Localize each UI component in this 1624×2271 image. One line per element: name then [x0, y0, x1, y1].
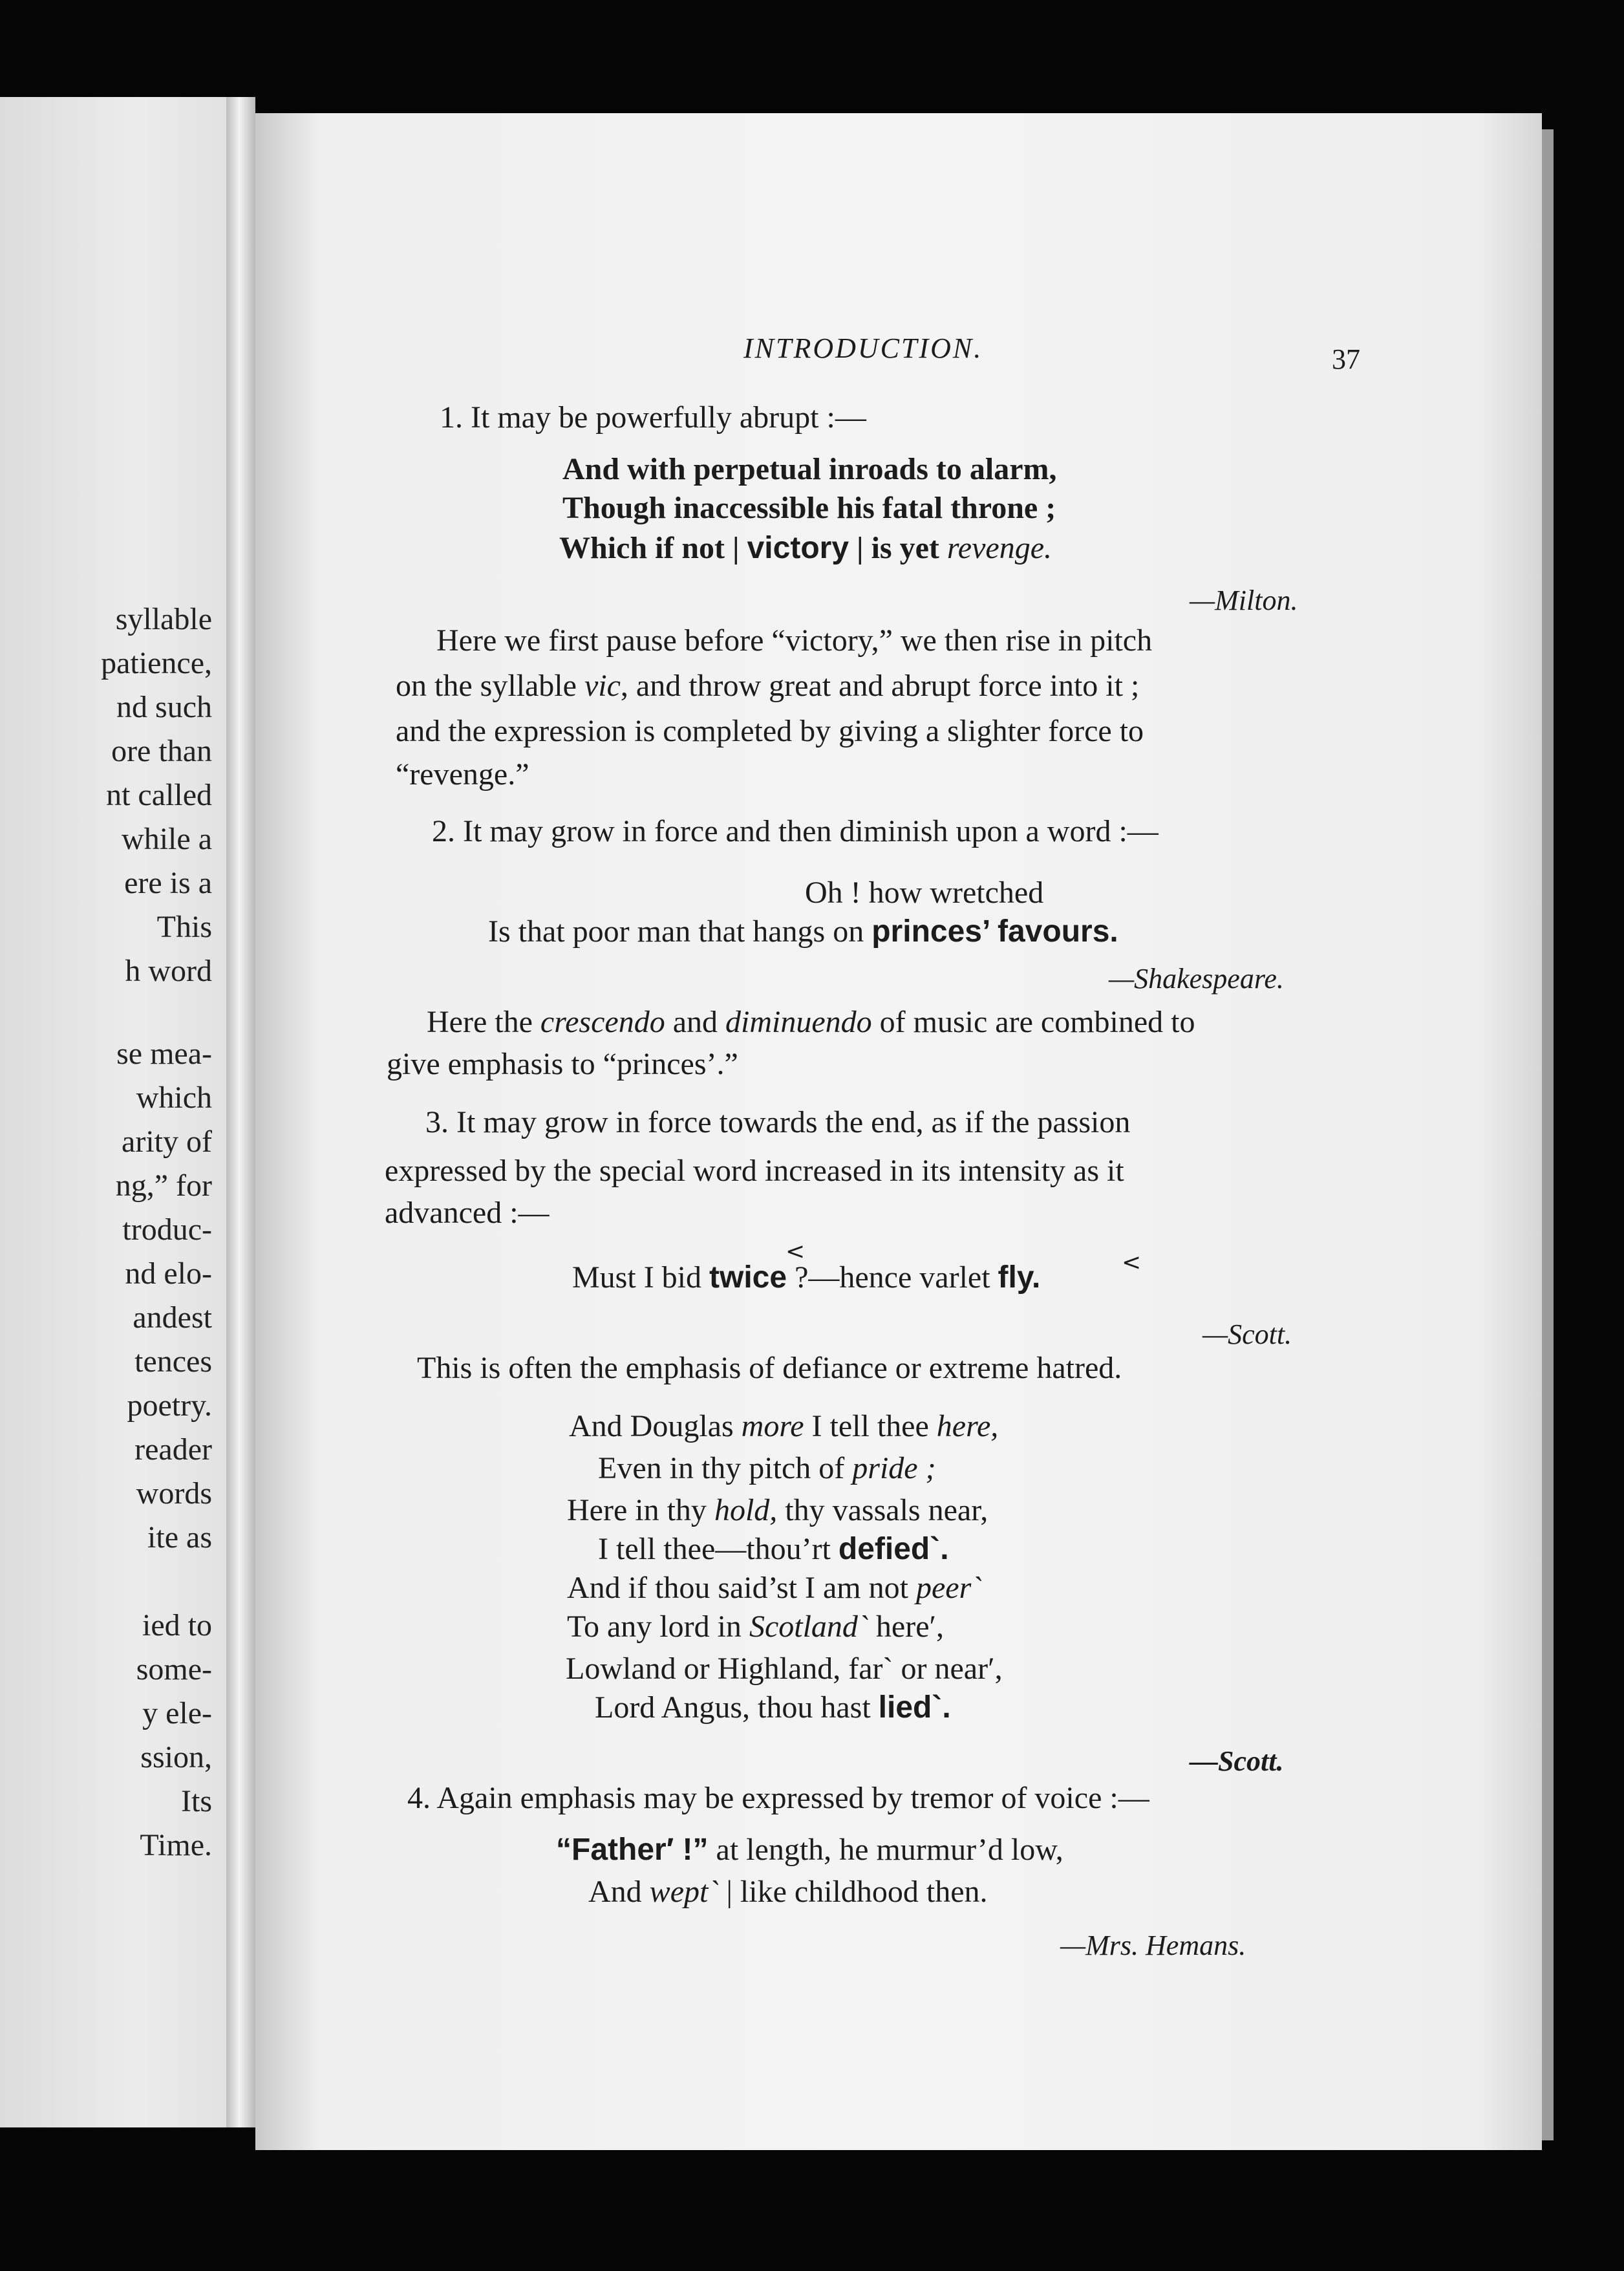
- ballad-line: [567, 1494, 988, 1528]
- poem-line: [559, 532, 1052, 566]
- ballad-line: [598, 1533, 949, 1567]
- text: Lord Angus, thou hast: [595, 1690, 879, 1725]
- text: here′,: [868, 1609, 944, 1644]
- left-fragment: andest: [133, 1300, 212, 1335]
- italic-word: Scotland`: [749, 1609, 868, 1644]
- poem-line: [572, 1261, 1040, 1295]
- left-fragment: ite as: [147, 1520, 212, 1555]
- attribution: —Mrs. Hemans.: [1060, 1930, 1246, 1961]
- text: | like childhood then.: [718, 1875, 988, 1909]
- text: ?—hence varlet: [787, 1260, 998, 1295]
- paragraph-line: 3. It may grow in force towards the end, as if the passion: [425, 1105, 1131, 1139]
- italic-word: here,: [936, 1409, 999, 1443]
- left-fragment: se mea-: [116, 1037, 212, 1071]
- text: Here the: [427, 1005, 540, 1039]
- paragraph-line: expressed by the special word increased in its intensity as it: [385, 1154, 1124, 1188]
- book-gutter: [226, 97, 255, 2127]
- crescendo-mark: <: [1122, 1249, 1142, 1276]
- crescendo-mark: <: [785, 1238, 806, 1265]
- text: To any lord in: [567, 1609, 749, 1644]
- left-fragment: nd such: [116, 690, 212, 724]
- left-fragment: nt called: [106, 778, 212, 812]
- text: And Douglas: [569, 1409, 742, 1443]
- italic-word: vic: [584, 669, 621, 703]
- left-fragment: words: [136, 1476, 212, 1511]
- text: and: [665, 1005, 726, 1039]
- poem-line: [556, 1833, 1063, 1867]
- ballad-line: [569, 1410, 998, 1444]
- italic-word: diminuendo: [725, 1005, 872, 1039]
- left-fragment: some-: [136, 1652, 212, 1686]
- text: on the syllable: [396, 669, 584, 703]
- emphasis-word: “Father′ !”: [556, 1833, 709, 1867]
- section-2-intro: 2. It may grow in force and then diminish upon a word :—: [432, 814, 1159, 848]
- left-fragment: ore than: [111, 734, 212, 768]
- left-fragment: patience,: [101, 646, 212, 680]
- paragraph-line: and the expression is completed by giving a slighter force to: [396, 714, 1144, 748]
- left-fragment: h word: [125, 954, 212, 988]
- left-fragment: which: [136, 1081, 212, 1115]
- section-4-intro: 4. Again emphasis may be expressed by tremor of voice :—: [407, 1781, 1149, 1815]
- text: Even in thy pitch of: [598, 1451, 853, 1485]
- ballad-line: [567, 1571, 981, 1606]
- ballad-line: [567, 1610, 944, 1644]
- text: I tell thee: [804, 1409, 937, 1443]
- text: , and throw great and abrupt force into it ;: [620, 669, 1140, 703]
- poem-line: Though inaccessible his fatal throne ;: [562, 491, 1056, 525]
- left-fragment: reader: [134, 1432, 212, 1467]
- paragraph-line: Here we first pause before “victory,” we then rise in pitch: [436, 623, 1153, 658]
- paragraph-line: give emphasis to “princes’.”: [387, 1047, 738, 1081]
- text: Here in thy: [567, 1493, 714, 1527]
- text: at length, he murmur’d low,: [708, 1833, 1063, 1867]
- left-fragment: nd elo-: [125, 1256, 212, 1291]
- text: of music are combined to: [871, 1005, 1195, 1039]
- text: Must I bid: [572, 1260, 710, 1295]
- page-number: 37: [1332, 343, 1360, 375]
- emphasis-word: fly.: [998, 1260, 1041, 1295]
- left-fragment: syllable: [115, 602, 212, 636]
- left-facing-page: [0, 97, 226, 2127]
- section-1-intro: 1. It may be powerfully abrupt :—: [440, 400, 866, 435]
- left-fragment: ssion,: [140, 1740, 212, 1774]
- text: And: [588, 1875, 650, 1909]
- page-edge: [1542, 129, 1554, 2140]
- poem-line: Oh ! how wretched: [805, 876, 1044, 910]
- ballad-line: [598, 1452, 936, 1486]
- left-fragment: while a: [122, 822, 212, 856]
- emphasis-word: twice: [709, 1260, 787, 1295]
- emphasis-word: defied`.: [838, 1532, 949, 1566]
- paragraph-line: “revenge.”: [396, 757, 529, 791]
- italic-word: more: [741, 1409, 804, 1443]
- italic-word: revenge.: [946, 531, 1052, 565]
- text: Is that poor man that hangs on: [488, 914, 872, 949]
- attribution: —Scott.: [1202, 1318, 1292, 1350]
- left-fragment: tences: [134, 1344, 212, 1379]
- emphasis-word: princes’ favours.: [871, 914, 1118, 949]
- ballad-line: [595, 1691, 951, 1725]
- italic-word: pride ;: [852, 1451, 936, 1485]
- text: thy vassals near,: [777, 1493, 988, 1527]
- left-fragment: ere is a: [124, 866, 212, 900]
- left-fragment: poetry.: [127, 1388, 212, 1423]
- left-fragment: arity of: [122, 1125, 212, 1159]
- poem-line: [488, 915, 1118, 949]
- left-fragment: y ele-: [142, 1696, 212, 1730]
- paragraph-line: [427, 1006, 1195, 1040]
- italic-word: crescendo: [540, 1005, 665, 1039]
- running-header: INTRODUCTION.: [743, 332, 983, 364]
- left-fragment: ng,” for: [115, 1168, 212, 1203]
- attribution: —Shakespeare.: [1109, 963, 1284, 995]
- attribution: —Scott.: [1190, 1745, 1284, 1777]
- emphasis-word: victory: [747, 531, 849, 565]
- text: And if thou said’st I am not: [567, 1571, 916, 1605]
- italic-word: peer`: [915, 1571, 982, 1605]
- emphasis-word: lied`.: [878, 1690, 951, 1725]
- left-fragment: Its: [181, 1784, 212, 1818]
- italic-word: wept`: [649, 1875, 719, 1909]
- left-fragment: This: [156, 910, 212, 944]
- paragraph-line: advanced :—: [385, 1196, 550, 1230]
- paragraph-line: [396, 669, 1139, 704]
- ballad-line: Lowland or Highland, far` or near′,: [566, 1652, 1003, 1686]
- left-fragment: troduc-: [122, 1212, 212, 1247]
- poem-line: [588, 1875, 988, 1910]
- attribution: —Milton.: [1190, 585, 1298, 616]
- poem-line: And with perpetual inroads to alarm,: [562, 452, 1057, 486]
- italic-word: hold,: [714, 1493, 778, 1527]
- left-fragment: Time.: [140, 1828, 212, 1862]
- text: | is yet: [849, 531, 947, 565]
- left-fragment: ied to: [142, 1608, 212, 1642]
- paragraph-line: This is often the emphasis of defiance or extreme hatred.: [417, 1351, 1122, 1385]
- text: Which if not |: [559, 531, 747, 565]
- text: I tell thee—thou’rt: [598, 1532, 839, 1566]
